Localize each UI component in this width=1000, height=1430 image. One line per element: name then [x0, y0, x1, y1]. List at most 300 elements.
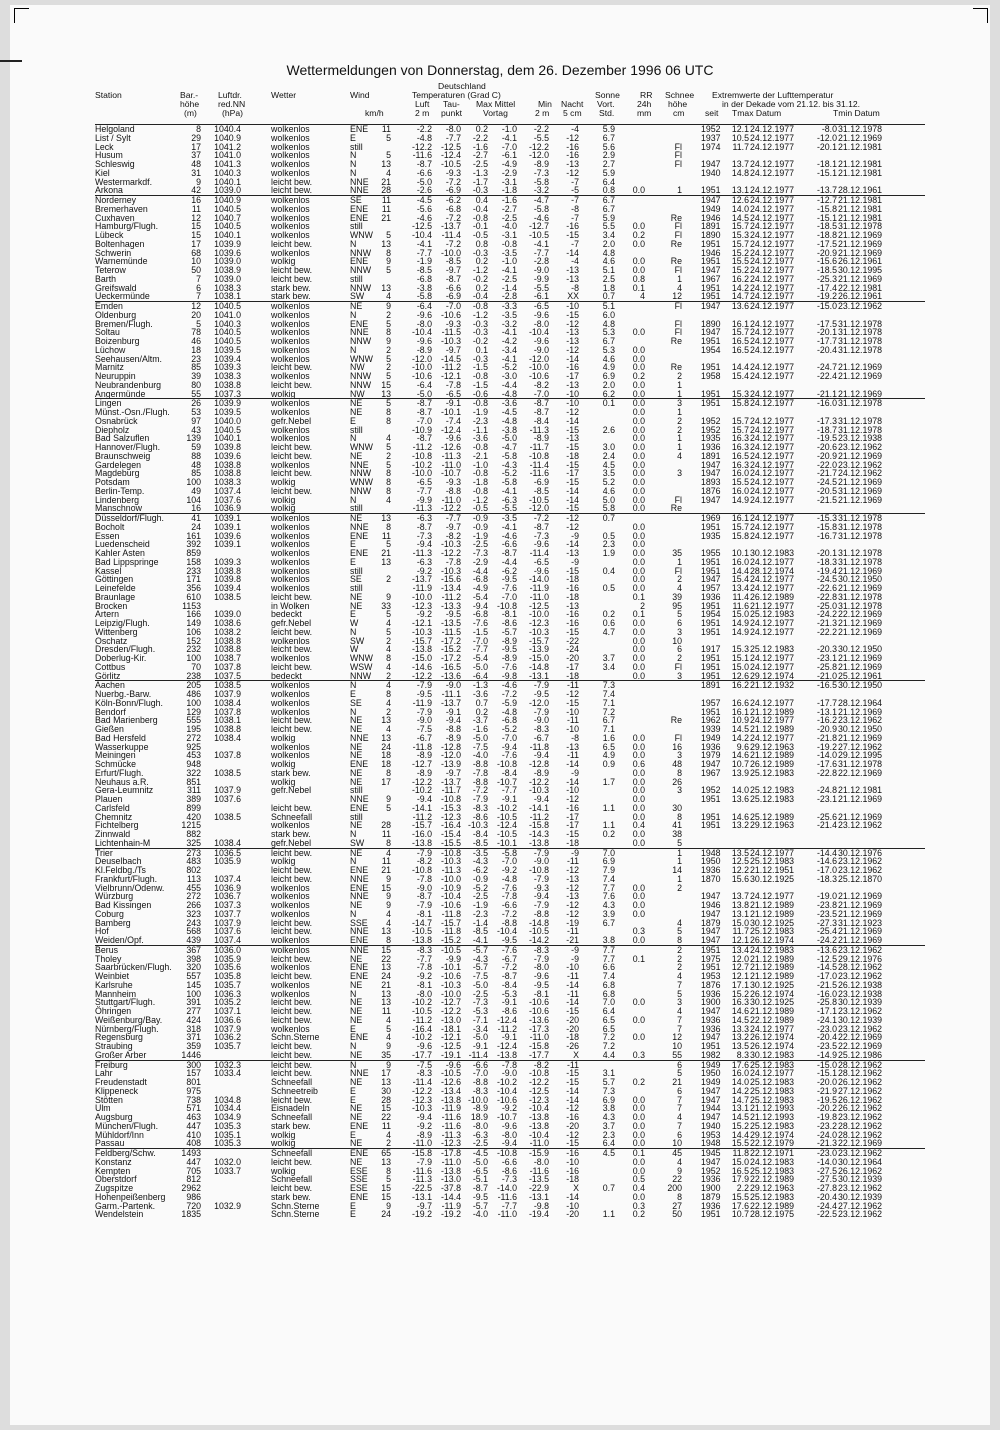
cell-dew-point: -8.5: [445, 256, 461, 267]
cell-min-temp: -9.5: [533, 979, 549, 990]
cell-night-min-5cm: -9: [571, 530, 579, 541]
cell-tmin-date: 21.12.1969: [838, 732, 883, 743]
cell-station: Großer Arber: [95, 1049, 147, 1060]
cell-tmax-date: 24.12.1977: [750, 371, 795, 381]
cell-dew-point: -10.9: [440, 882, 461, 893]
cell-mean-temp: -5.7: [501, 626, 517, 637]
cell-air-temp: -1.9: [416, 256, 432, 267]
cell-sunshine: 6.6: [602, 962, 615, 973]
cell-tmin: -25.0: [816, 600, 837, 611]
cell-tmin-date: 23.12.1938: [838, 433, 883, 444]
cell-tmax-date: 24.12.1983: [750, 944, 795, 955]
cell-tmax: 16.3: [731, 459, 749, 470]
cell-mean-temp: -10.7: [496, 1112, 517, 1122]
cell-tmin: -14.6: [816, 856, 837, 867]
cell-pressure: 1037.6: [214, 494, 241, 505]
cell-elevation: 59: [191, 442, 201, 452]
cell-sunshine: 0.7: [602, 291, 615, 302]
header-extremes-1: Extremwerte der Lufttemperatur: [712, 90, 834, 100]
cell-tmin-date: 31.12.1978: [838, 344, 883, 355]
cell-min-temp: -11.0: [529, 591, 549, 602]
cell-weather: leicht bew.: [271, 865, 313, 875]
cell-elevation: 50: [191, 265, 201, 275]
cell-air-temp: -8.7: [416, 521, 432, 532]
cell-snow-depth: 6: [677, 644, 682, 655]
cell-tmin-date: 21.12.1969: [838, 477, 883, 487]
cell-tmin: -18.3: [816, 556, 837, 567]
cell-dew-point: -12.1: [440, 371, 461, 381]
cell-tmax-date: 21.12.1993: [750, 1103, 795, 1114]
cell-elevation: 16: [191, 195, 201, 205]
cell-night-min-5cm: -15: [566, 442, 579, 452]
cell-pressure: 1038.5: [214, 680, 241, 691]
cell-max-temp: -5.0: [472, 661, 488, 672]
cell-max-temp: -8.6: [472, 811, 488, 822]
cell-mean-temp: -3.5: [501, 309, 517, 320]
cell-dew-point: -11.1: [441, 689, 461, 699]
cell-wind-speed: 13: [381, 513, 391, 523]
cell-wind-speed: 11: [381, 195, 391, 205]
cell-mean-temp: -4.1: [501, 265, 517, 275]
cell-tmin-date: 22.12.1969: [838, 1138, 883, 1149]
header-luft2m-2: 2 m: [415, 108, 430, 118]
cell-elevation: 157: [186, 1068, 201, 1079]
cell-max-temp: -7.8: [472, 767, 488, 778]
cell-tmax: 15.5: [731, 256, 749, 267]
cell-record-since: 1951: [701, 388, 721, 399]
cell-precipitation: 0.0: [632, 185, 645, 196]
cell-night-min-5cm: -16: [566, 609, 579, 620]
cell-station: Lahr: [95, 1068, 113, 1079]
cell-night-min-5cm: -12: [566, 908, 579, 919]
cell-wind-direction: NNW: [350, 371, 372, 381]
cell-sunshine: 6.4: [602, 176, 615, 187]
table-header: [95, 82, 925, 124]
cell-tmax-date: 24.12.1977: [750, 132, 795, 143]
cell-elevation: 166: [186, 609, 201, 620]
cell-sunshine: 7.1: [602, 724, 615, 734]
cell-min-temp: -12.0: [528, 697, 549, 708]
cell-tmax-date: 22.12.1989: [750, 1174, 795, 1185]
cell-wind-speed: 8: [386, 477, 391, 487]
cell-wind-speed: 8: [386, 935, 391, 945]
cell-air-temp: -2.6: [416, 185, 432, 196]
cell-tmax: 13.1: [731, 185, 749, 196]
cell-wind-speed: 15: [381, 1183, 391, 1193]
cell-precipitation: 0.0: [632, 494, 645, 505]
cell-precipitation: 2: [640, 600, 645, 611]
cell-sunshine: 0.7: [602, 513, 615, 523]
cell-weather: leicht bew.: [271, 644, 313, 655]
cell-weather: wolkig: [271, 1165, 296, 1176]
cell-min-temp: -9.4: [533, 794, 549, 804]
cell-wind-speed: 13: [381, 962, 391, 973]
cell-mean-temp: -9.4: [501, 1138, 517, 1149]
cell-air-temp: -7.7: [416, 953, 432, 964]
table-row: [95, 936, 925, 945]
cell-wind-speed: 28: [381, 185, 391, 196]
cell-air-temp: -9.2: [416, 609, 432, 620]
cell-elevation: 48: [191, 159, 201, 169]
cell-min-temp: -6.5: [533, 301, 549, 311]
cell-max-temp: -10.0: [467, 1094, 488, 1105]
cell-record-since: 1936: [701, 1014, 721, 1025]
cell-min-temp: -2.2: [533, 124, 549, 134]
cell-weather: wolkenlos: [271, 689, 310, 699]
cell-wind-direction: N: [350, 988, 357, 999]
cell-dew-point: -9.3: [445, 167, 461, 178]
cell-tmin: -18.8: [816, 230, 837, 240]
cell-record-since: 1890: [701, 230, 721, 240]
cell-night-min-5cm: -16: [566, 618, 579, 628]
table-row: [95, 839, 925, 848]
cell-air-temp: -7.5: [416, 1059, 432, 1070]
cell-min-temp: -7.9: [533, 680, 549, 691]
cell-air-temp: -13.7: [411, 574, 432, 585]
cell-night-min-5cm: -10: [566, 706, 579, 717]
cell-dew-point: -15.7: [440, 917, 461, 928]
cell-record-since: 1954: [701, 609, 721, 620]
cell-dew-point: -9.6: [445, 1059, 461, 1070]
cell-precipitation: 0.0: [632, 398, 645, 409]
cell-wind-direction: NNE: [350, 873, 369, 884]
cell-weather: in Wolken: [271, 600, 310, 611]
cell-pressure: 1038.8: [214, 724, 241, 734]
cell-tmax-date: 25.12.1983: [750, 1077, 795, 1087]
cell-record-since: 1951: [701, 626, 721, 637]
cell-night-min-5cm: -14: [566, 979, 579, 990]
cell-elevation: 104: [186, 494, 201, 505]
cell-tmin-date: 23.12.1962: [838, 856, 883, 867]
cell-tmin-date: 31.12.1978: [838, 600, 883, 611]
cell-wind-speed: 11: [381, 1006, 391, 1016]
cell-tmin-date: 28.12.1962: [838, 1120, 883, 1131]
cell-tmin-date: 25.12.1870: [838, 873, 883, 884]
cell-weather: leicht bew.: [271, 176, 313, 187]
cell-dew-point: -6.9: [445, 185, 461, 196]
cell-tmin-date: 26.12.1962: [838, 1165, 883, 1176]
cell-min-temp: -6.7: [533, 732, 549, 743]
cell-precipitation: 0.0: [632, 767, 645, 778]
cell-mean-temp: -8.4: [501, 979, 517, 990]
cell-tmax: 15.5: [731, 1138, 749, 1149]
cell-air-temp: -12.3: [411, 1094, 432, 1105]
cell-pressure: 1037.1: [214, 1006, 241, 1016]
cell-precipitation: 0.1: [632, 953, 645, 964]
cell-mean-temp: -5.0: [501, 433, 517, 444]
header-schnee-3: cm: [673, 108, 685, 118]
cell-snow-depth: 3: [677, 785, 682, 796]
cell-record-since: 1917: [701, 644, 721, 655]
cell-tmax-date: 24.12.1977: [750, 433, 795, 444]
cell-elevation: 6: [196, 282, 201, 293]
cell-sunshine: 6.4: [602, 1138, 615, 1149]
cell-sunshine: 5.2: [602, 477, 615, 487]
cell-tmin-date: 31.12.1978: [838, 415, 883, 426]
cell-min-temp: -7.9: [533, 873, 549, 884]
cell-wind-speed: 13: [381, 1156, 391, 1167]
cell-pressure: 1038.4: [214, 837, 241, 848]
cell-snow-depth: 21: [672, 1077, 682, 1087]
cell-tmax-date: 24.12.1977: [750, 468, 795, 479]
cell-weather: wolkenlos: [271, 741, 310, 752]
header-temp-group: Temperaturen (Grad C): [412, 90, 501, 100]
cell-weather: leicht bew.: [271, 591, 313, 602]
cell-weather: wolkenlos: [271, 882, 310, 893]
cell-night-min-5cm: -13: [566, 873, 579, 884]
cell-tmax: 15.3: [731, 388, 749, 399]
cell-mean-temp: -9.8: [501, 670, 517, 681]
cell-precipitation: 0.0: [632, 829, 645, 839]
cell-station: Braunschweig: [95, 450, 151, 461]
cell-dew-point: -10.5: [440, 1068, 461, 1079]
cell-weather: wolkenlos: [271, 565, 310, 576]
cell-elevation: 610: [186, 591, 201, 602]
cell-tmax-date: 25.12.1989: [750, 811, 795, 822]
cell-air-temp: -15.8: [411, 1148, 432, 1158]
cell-station: Kahler Asten: [95, 548, 145, 558]
cell-precipitation: 0.0: [632, 327, 645, 338]
cell-sunshine: 4.3: [602, 900, 615, 910]
cell-tmax: 16.0: [731, 468, 749, 479]
cell-tmax-date: 24.12.1977: [750, 415, 795, 426]
cell-record-since: 1947: [701, 1094, 721, 1105]
cell-tmax-date: 24.12.1977: [750, 203, 795, 214]
cell-max-temp: -1.5: [472, 362, 488, 373]
cell-tmin-date: 26.12.1961: [838, 291, 883, 302]
cell-min-temp: -8.0: [533, 962, 549, 973]
cell-pressure: 1037.4: [214, 873, 241, 884]
cell-night-min-5cm: -15: [566, 697, 579, 708]
cell-tmax-date: 24.12.1977: [750, 282, 795, 293]
cell-station: Karlsruhe: [95, 979, 133, 990]
cell-mean-temp: -10.5: [496, 811, 517, 822]
cell-elevation: 705: [186, 1165, 201, 1176]
header-rr-1: RR: [640, 90, 653, 100]
cell-record-since: 1969: [701, 513, 721, 523]
cell-station: Boltenhagen: [95, 238, 145, 249]
cell-mean-temp: -10.1: [496, 837, 517, 848]
cell-tmin: -21.8: [816, 732, 837, 743]
cell-weather: wolkenlos: [271, 159, 310, 169]
cell-sunshine: 4.7: [602, 626, 615, 637]
cell-mean-temp: -9.6: [501, 1120, 517, 1131]
cell-max-temp: -8.3: [472, 802, 488, 813]
cell-tmin-date: 23.12.1962: [838, 301, 883, 311]
cell-tmax-date: 24.12.1977: [750, 221, 795, 232]
cell-tmin-date: 21.12.1981: [838, 167, 883, 178]
cell-tmin: -19.2: [816, 291, 837, 302]
cell-mean-temp: -7.0: [501, 591, 517, 602]
cell-elevation: 272: [186, 732, 201, 743]
cell-precipitation: 0.1: [632, 591, 645, 602]
cell-wind-direction: NE: [350, 847, 363, 858]
cell-elevation: 455: [186, 882, 201, 893]
cell-tmax: 13.8: [731, 900, 749, 910]
cell-mean-temp: -2.8: [501, 291, 517, 302]
cell-elevation: 31: [191, 167, 201, 178]
cell-wind-speed: 17: [381, 776, 391, 787]
cell-tmin: -12.7: [816, 195, 837, 205]
cell-wind-speed: 21: [381, 176, 391, 187]
cell-night-min-5cm: -20: [566, 1023, 579, 1034]
cell-mean-temp: -10.5: [496, 829, 517, 839]
cell-wind-direction: N: [350, 150, 357, 161]
cell-max-temp: -9.5: [472, 1191, 488, 1202]
cell-min-temp: -12.5: [528, 600, 549, 611]
cell-weather: wolkenlos: [271, 556, 310, 567]
cell-station: Oschatz: [95, 635, 128, 646]
cell-precipitation: 0.1: [632, 1148, 645, 1158]
cell-station: Lichtenhain-M: [95, 837, 151, 848]
cell-air-temp: -6.3: [416, 513, 432, 523]
cell-mean-temp: -7.6: [501, 661, 517, 672]
cell-weather: wolkenlos: [271, 195, 310, 205]
cell-wind-direction: N: [350, 680, 357, 691]
cell-max-temp: -1.8: [472, 477, 488, 487]
cell-min-temp: -8.2: [533, 379, 549, 390]
cell-weather: leicht bew.: [271, 265, 313, 275]
cell-min-temp: -13.8: [528, 1112, 549, 1122]
cell-dew-point: -11.7: [441, 785, 461, 796]
cell-record-since: 1949: [701, 203, 721, 214]
cell-wind-speed: 11: [381, 856, 391, 867]
cell-snow-depth: 7: [677, 1120, 682, 1131]
cell-record-since: 1879: [701, 1191, 721, 1202]
cell-wind-speed: 5: [386, 230, 391, 240]
cell-elevation: 37: [191, 150, 201, 161]
cell-sunshine: 6.9: [602, 856, 615, 867]
cell-mean-temp: -7.3: [501, 1174, 517, 1185]
cell-tmin-date: 21.12.1981: [838, 141, 883, 152]
cell-tmax-date: 24.12.1977: [750, 247, 795, 258]
cell-night-min-5cm: -20: [566, 1120, 579, 1131]
cell-precipitation: 0.3: [632, 1200, 645, 1211]
cell-wind-speed: 11: [381, 124, 391, 134]
cell-air-temp: -10.3: [411, 626, 432, 637]
cell-min-temp: -7.9: [533, 953, 549, 964]
cell-wind-speed: 8: [386, 415, 391, 426]
cell-max-temp: -0.3: [472, 327, 488, 338]
cell-dew-point: -19.1: [440, 1049, 461, 1060]
cell-max-temp: -2.5: [472, 891, 488, 902]
cell-wind-speed: 15: [381, 379, 391, 390]
cell-precipitation: 0.0: [632, 388, 645, 399]
cell-min-temp: -9.0: [533, 715, 549, 726]
cell-station: Konstanz: [95, 1156, 132, 1167]
cell-night-min-5cm: -10: [566, 1200, 579, 1211]
cell-weather: leicht bew.: [271, 926, 313, 937]
cell-weather: leicht bew.: [271, 1006, 313, 1016]
cell-min-temp: -7.3: [533, 167, 549, 178]
cell-wind-speed: 13: [381, 732, 391, 743]
cell-mean-temp: -4.1: [501, 521, 517, 532]
cell-night-min-5cm: -10: [566, 388, 579, 399]
cell-wind-direction: E: [350, 609, 356, 620]
cell-min-temp: -8.1: [533, 988, 549, 999]
cell-weather: wolkenlos: [271, 433, 310, 444]
cell-air-temp: -9.2: [416, 1120, 432, 1131]
cell-elevation: 325: [186, 837, 201, 848]
cell-dew-point: -12.6: [440, 442, 461, 452]
cell-tmax-date: 24.12.1977: [750, 485, 795, 496]
cell-mean-temp: -8.7: [501, 971, 517, 981]
cell-max-temp: -0.1: [472, 221, 488, 232]
cell-wind-speed: 5: [386, 371, 391, 381]
cell-tmax: 14.4: [731, 565, 749, 576]
cell-dew-point: -11.8: [441, 908, 461, 919]
cell-tmin: -21.1: [816, 388, 837, 399]
cell-elevation: 266: [186, 900, 201, 910]
cell-elevation: 311: [186, 785, 201, 796]
cell-max-temp: -10.3: [467, 820, 488, 831]
cell-tmin-date: 30.12.1950: [838, 724, 883, 734]
cell-precipitation: 0.0: [632, 750, 645, 761]
cell-min-temp: -11.0: [529, 1138, 549, 1149]
cell-tmax-date: 24.12.1977: [750, 256, 795, 267]
cell-tmax: 16.3: [731, 442, 749, 452]
cell-tmin: -20.4: [816, 344, 837, 355]
cell-max-temp: -0.3: [472, 247, 488, 258]
cell-air-temp: -9.5: [416, 689, 432, 699]
cell-tmax-date: 21.12.1951: [750, 865, 795, 875]
cell-mean-temp: -6.3: [501, 494, 517, 505]
cell-tmin: -21.9: [816, 1085, 837, 1096]
cell-elevation: 571: [186, 1103, 201, 1114]
cell-record-since: 1958: [701, 371, 721, 381]
cell-air-temp: -8.5: [416, 265, 432, 275]
cell-pressure: 1040.5: [214, 424, 241, 435]
cell-weather: leicht bew.: [271, 917, 313, 928]
cell-max-temp: -5.4: [472, 591, 488, 602]
cell-sunshine: 5.9: [602, 167, 615, 178]
table-row: [95, 1210, 925, 1219]
cell-min-temp: -10.6: [528, 997, 549, 1008]
cell-wind-direction: N: [350, 159, 357, 169]
cell-mean-temp: -7.0: [501, 732, 517, 743]
cell-precipitation: 0.0: [632, 424, 645, 435]
cell-air-temp: -10.4: [411, 230, 432, 240]
cell-tmin-date: 27.12.1962: [838, 741, 883, 752]
cell-elevation: 205: [186, 680, 201, 691]
header-wind-unit: km/h: [365, 108, 384, 118]
cell-record-since: 1951: [701, 362, 721, 373]
cell-night-min-5cm: -20: [566, 653, 579, 663]
cell-pressure: 1040.5: [214, 301, 241, 311]
cell-tmin-date: 22.12.1969: [838, 609, 883, 620]
cell-dew-point: -17.8: [440, 1148, 461, 1158]
cell-snow-depth: 12: [672, 291, 682, 302]
cell-max-temp: -1.5: [472, 379, 488, 390]
cell-record-since: 1951: [701, 944, 721, 955]
cell-mean-temp: -10.8: [496, 1148, 517, 1158]
cell-dew-point: -10.0: [440, 247, 461, 258]
cell-tmax-date: 24.12.1977: [750, 1023, 795, 1034]
cell-dew-point: -13.6: [440, 670, 461, 681]
cell-tmax: 14.8: [731, 167, 749, 178]
cell-elevation: 720: [186, 1200, 201, 1211]
cell-station: Coburg: [95, 908, 124, 919]
cell-max-temp: -5.7: [472, 944, 488, 955]
cell-snow-depth: 1: [677, 847, 682, 858]
cell-sunshine: 2.3: [602, 1129, 615, 1140]
cell-wind-direction: NE: [350, 820, 363, 831]
cell-tmin: -17.0: [816, 865, 837, 875]
cell-record-since: 1949: [701, 1077, 721, 1087]
cell-record-since: 1891: [701, 221, 721, 232]
cell-pressure: 1041.2: [214, 141, 241, 152]
cell-station: Augsburg: [95, 1112, 133, 1122]
